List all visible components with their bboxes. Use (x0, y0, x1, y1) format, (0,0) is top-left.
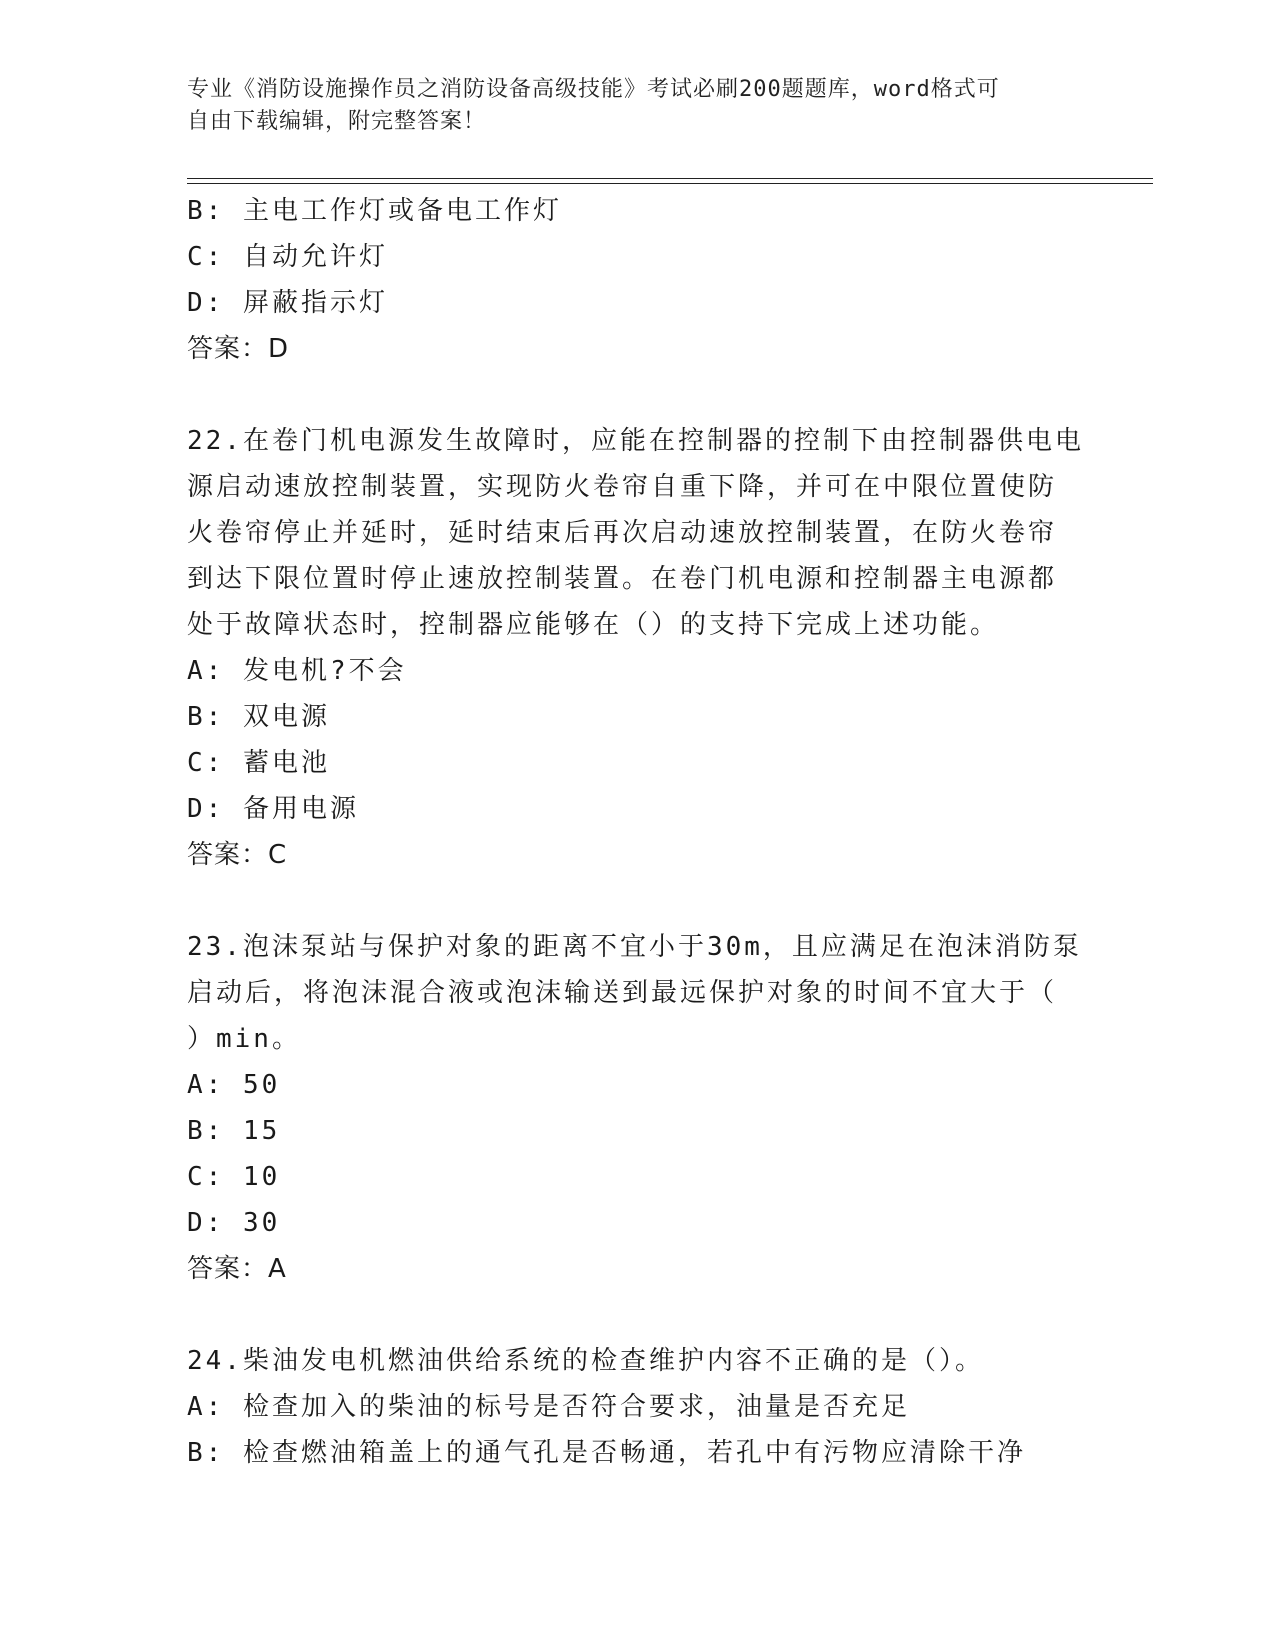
header-rule-top (187, 178, 1153, 179)
spacer (187, 878, 1087, 924)
option-d: D: 30 (187, 1208, 281, 1238)
header-rule-bottom (187, 183, 1153, 184)
option-c: C: 蓄电池 (187, 748, 330, 778)
option-b: B: 15 (187, 1116, 281, 1146)
question-stem-line: 24.柴油发电机燃油供给系统的检查维护内容不正确的是（）。 (187, 1346, 984, 1376)
option-c: C: 10 (187, 1162, 281, 1192)
answer: 答案：A (187, 1254, 287, 1284)
spacer (187, 1292, 1087, 1338)
question-stem-line: 处于故障状态时，控制器应能够在（）的支持下完成上述功能。 (187, 610, 1000, 640)
header-line-1: 专业《消防设施操作员之消防设备高级技能》考试必刷200题题库，word格式可 (187, 77, 1000, 102)
option-a: A: 发电机?不会 (187, 656, 407, 686)
question-stem-line: 23.泡沫泵站与保护对象的距离不宜小于30m，且应满足在泡沫消防泵 (187, 932, 1082, 962)
option-d: D: 屏蔽指示灯 (187, 288, 388, 318)
question-23 (187, 924, 1087, 1292)
question-stem-line: 22.在卷门机电源发生故障时，应能在控制器的控制下由控制器供电电 (187, 426, 1084, 456)
answer: 答案：D (187, 334, 290, 364)
question-stem-line: 启动后，将泡沫混合液或泡沫输送到最远保护对象的时间不宜大于（ (187, 978, 1058, 1008)
option-b: B: 双电源 (187, 702, 330, 732)
option-b: B: 检查燃油箱盖上的通气孔是否畅通，若孔中有污物应清除干净 (187, 1438, 1026, 1468)
option-d: D: 备用电源 (187, 794, 359, 824)
question-22 (187, 418, 1087, 878)
question-stem-line: 火卷帘停止并延时，延时结束后再次启动速放控制装置，在防火卷帘 (187, 518, 1058, 548)
question-stem-line: 到达下限位置时停止速放控制装置。在卷门机电源和控制器主电源都 (187, 564, 1058, 594)
option-c: C: 自动允许灯 (187, 242, 388, 272)
option-a: A: 50 (187, 1070, 281, 1100)
answer: 答案：C (187, 840, 288, 870)
document-header (187, 74, 1067, 138)
header-line-2: 自由下载编辑，附完整答案！ (187, 109, 487, 134)
option-b: B: 主电工作灯或备电工作灯 (187, 196, 562, 226)
question-stem-line: 源启动速放控制装置，实现防火卷帘自重下降，并可在中限位置使防 (187, 472, 1058, 502)
question-24 (187, 1338, 1087, 1476)
spacer (187, 372, 1087, 418)
question-content (187, 188, 1087, 1476)
question-21-tail (187, 188, 1087, 372)
option-a: A: 检查加入的柴油的标号是否符合要求，油量是否充足 (187, 1392, 910, 1422)
question-stem-line: ）min。 (187, 1024, 301, 1054)
